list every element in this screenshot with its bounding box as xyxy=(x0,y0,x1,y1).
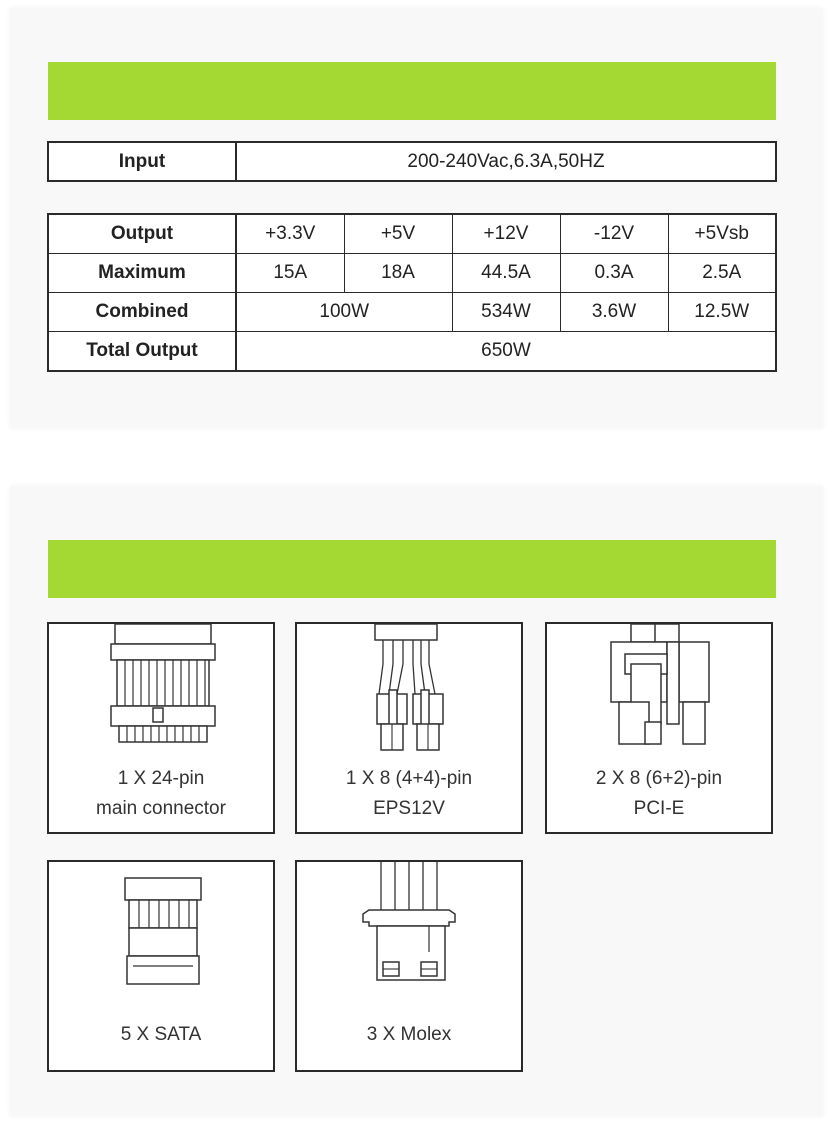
connectors-header-bar xyxy=(48,540,776,598)
connector-molex xyxy=(295,860,523,1072)
output-v5: +5V xyxy=(344,214,452,254)
connector-eps-line1: 1 X 8 (4+4)-pin xyxy=(345,768,473,789)
connector-eps xyxy=(295,622,523,834)
connector-molex-line1: 3 X Molex xyxy=(366,1024,452,1045)
connector-sata xyxy=(47,860,275,1072)
total-label: Total Output xyxy=(48,332,236,372)
total-value: 650W xyxy=(236,332,776,372)
output-label: Output xyxy=(48,214,236,254)
output-row xyxy=(48,214,776,254)
maximum-vm12: 0.3A xyxy=(560,254,668,293)
input-label: Input xyxy=(48,142,236,181)
maximum-v12: 44.5A xyxy=(452,254,560,293)
connector-pcie-line1: 2 X 8 (6+2)-pin xyxy=(595,768,723,789)
maximum-row xyxy=(48,254,776,293)
total-row xyxy=(48,332,776,372)
output-v5sb: +5Vsb xyxy=(668,214,776,254)
combined-v33-5: 100W xyxy=(236,293,452,332)
output-table xyxy=(47,213,777,372)
input-row xyxy=(48,142,776,181)
connector-24pin-line2: main connector xyxy=(96,798,226,819)
combined-label: Combined xyxy=(48,293,236,332)
connectors-card xyxy=(10,486,823,1116)
input-value: 200-240Vac,6.3A,50HZ xyxy=(236,142,776,181)
output-v12: +12V xyxy=(452,214,560,254)
output-v33: +3.3V xyxy=(236,214,344,254)
maximum-v33: 15A xyxy=(236,254,344,293)
combined-v5sb: 12.5W xyxy=(668,293,776,332)
maximum-v5sb: 2.5A xyxy=(668,254,776,293)
specs-card xyxy=(10,8,823,428)
input-table xyxy=(47,141,777,182)
connector-sata-line1: 5 X SATA xyxy=(120,1024,202,1045)
output-vm12: -12V xyxy=(560,214,668,254)
maximum-v5: 18A xyxy=(344,254,452,293)
connector-24pin xyxy=(47,622,275,834)
connector-pcie xyxy=(545,622,773,834)
combined-row xyxy=(48,293,776,332)
connector-24pin-line1: 1 X 24-pin xyxy=(117,768,205,789)
combined-v12: 534W xyxy=(452,293,560,332)
combined-vm12: 3.6W xyxy=(560,293,668,332)
specs-header-bar xyxy=(48,62,776,120)
connector-eps-line2: EPS12V xyxy=(373,798,445,819)
connector-pcie-line2: PCI-E xyxy=(633,798,685,819)
maximum-label: Maximum xyxy=(48,254,236,293)
